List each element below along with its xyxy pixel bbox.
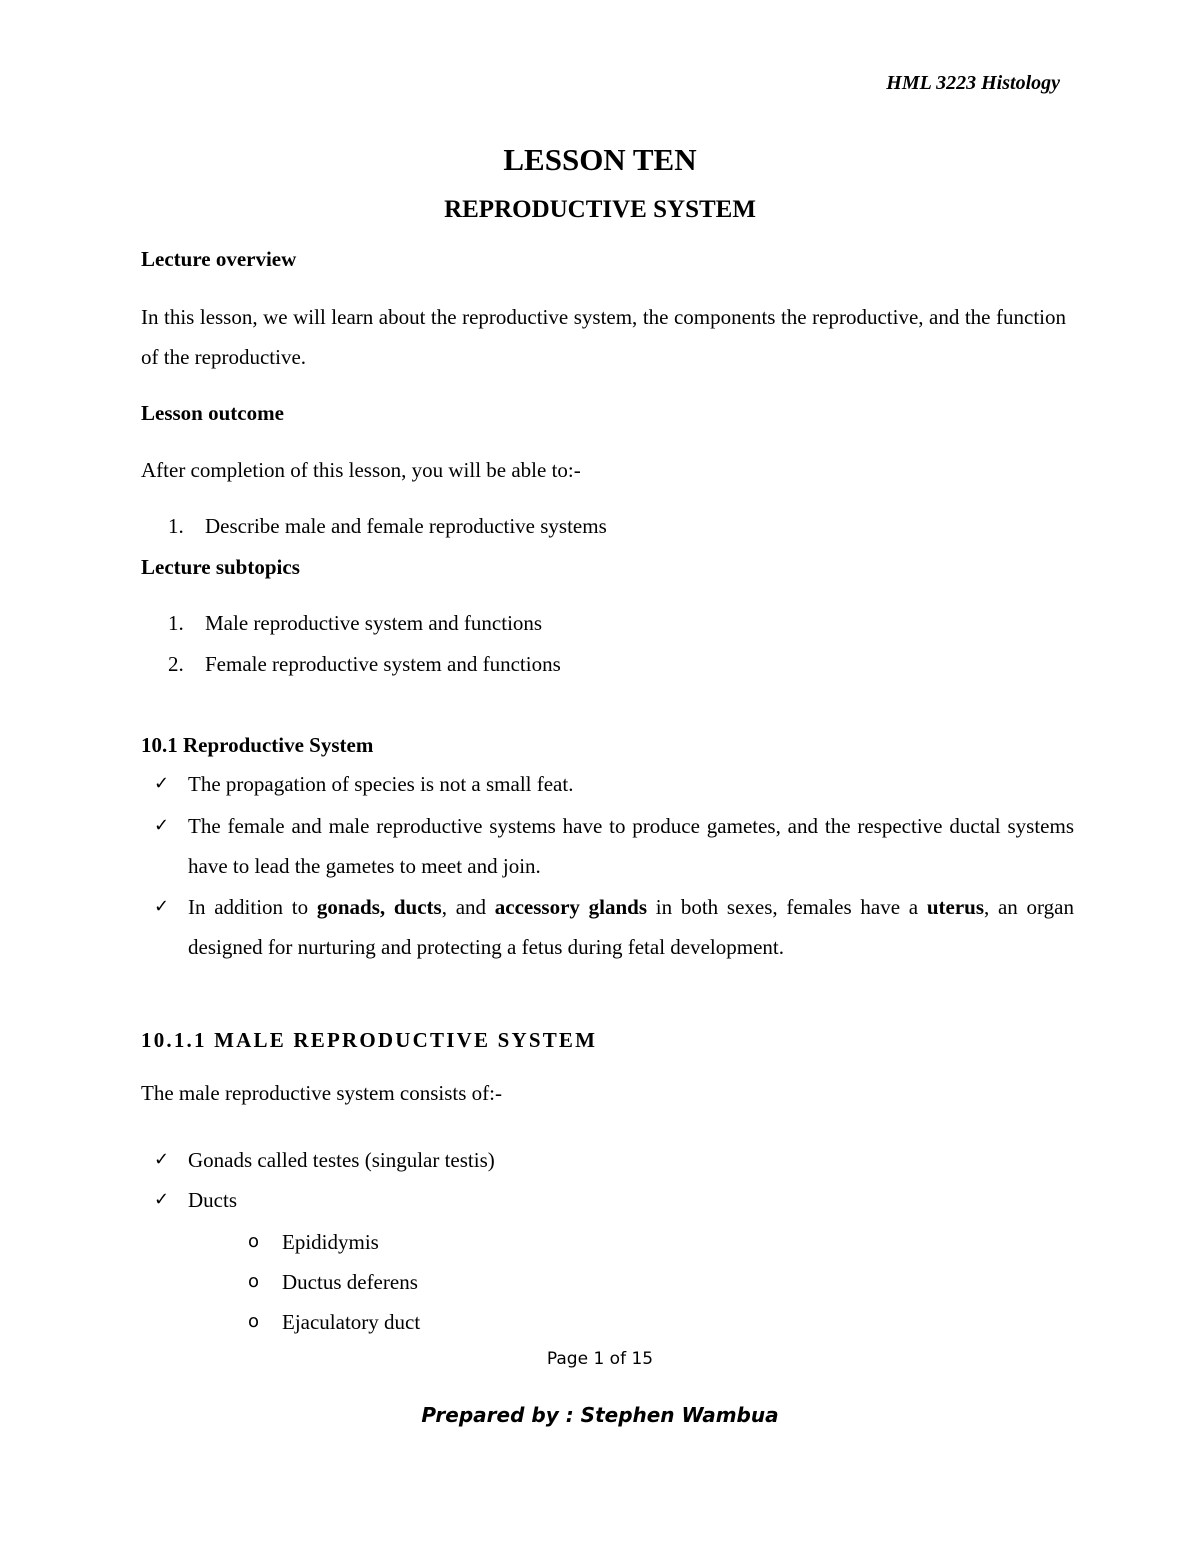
- sub-list-text: Epididymis: [282, 1230, 379, 1254]
- checklist-item: [154, 1140, 1074, 1180]
- checklist-text: [188, 887, 1074, 967]
- bold-term: accessory glands: [494, 895, 648, 919]
- subtopics-heading: Lecture subtopics: [141, 555, 300, 579]
- male-intro: The male reproductive system consists of:-: [141, 1081, 502, 1105]
- sub-list-item: [248, 1310, 420, 1335]
- list-text: Female reproductive system and functions: [205, 652, 561, 676]
- list-text: Describe male and female reproductive systems: [205, 514, 607, 538]
- bold-term: gonads, ducts: [316, 895, 442, 919]
- overview-text: In this lesson, we will learn about the reproductive system, the components the reproductive, and the function of the reproductive.: [141, 305, 1066, 369]
- checkmark-icon: ✓: [154, 896, 170, 917]
- lesson-title: LESSON TEN: [503, 142, 697, 177]
- text-run: in both sexes, females have a: [647, 895, 927, 919]
- checklist-text: Gonads called testes (singular testis): [188, 1148, 495, 1172]
- checkmark-icon: ✓: [154, 1189, 170, 1210]
- text-run: , an organ designed for nurturing and protecting a fetus during fetal development.: [188, 895, 1074, 959]
- outcome-item: [168, 514, 607, 539]
- text-run: , and: [441, 895, 495, 919]
- circle-bullet-icon: o: [248, 1271, 260, 1292]
- checkmark-icon: ✓: [154, 773, 170, 794]
- overview-heading: Lecture overview: [141, 247, 297, 271]
- list-number: 1.: [168, 514, 184, 538]
- sub-list-item: [248, 1270, 418, 1295]
- section-10-1-heading: 10.1 Reproductive System: [141, 733, 374, 757]
- checklist-text: The female and male reproductive systems have to produce gametes, and the respective ductal systems have to lead the gametes to meet and join.: [188, 814, 1074, 878]
- system-title: REPRODUCTIVE SYSTEM: [444, 196, 756, 223]
- circle-bullet-icon: o: [248, 1231, 260, 1252]
- course-header: HML 3223 Histology: [886, 72, 1060, 94]
- checklist-item: [154, 806, 1074, 886]
- sub-list-text: Ejaculatory duct: [282, 1310, 421, 1334]
- checklist-text: Ducts: [188, 1188, 237, 1212]
- outcome-intro: After completion of this lesson, you will be able to:-: [141, 458, 581, 482]
- list-text: Male reproductive system and functions: [205, 611, 543, 635]
- list-number: 2.: [168, 652, 184, 676]
- bold-term: uterus: [926, 895, 984, 919]
- page-number: Page 1 of 15: [546, 1349, 654, 1369]
- checklist-item: [154, 887, 1074, 967]
- checkmark-icon: ✓: [154, 815, 170, 836]
- checklist-text: The propagation of species is not a small feat.: [188, 772, 574, 796]
- prepared-by: Prepared by : Stephen Wambua: [421, 1403, 779, 1427]
- checklist-item: [154, 764, 1074, 804]
- male-system-heading: 10.1.1 MALE REPRODUCTIVE SYSTEM: [141, 1028, 598, 1052]
- subtopic-item: [168, 652, 561, 677]
- sub-list-text: Ductus deferens: [282, 1270, 418, 1294]
- subtopic-item: [168, 611, 542, 636]
- text-run: In addition to: [188, 895, 317, 919]
- sub-list-item: [248, 1230, 379, 1255]
- outcome-heading: Lesson outcome: [141, 401, 284, 425]
- list-number: 1.: [168, 611, 184, 635]
- circle-bullet-icon: o: [248, 1311, 260, 1332]
- checkmark-icon: ✓: [154, 1149, 170, 1170]
- checklist-item: [154, 1180, 1074, 1220]
